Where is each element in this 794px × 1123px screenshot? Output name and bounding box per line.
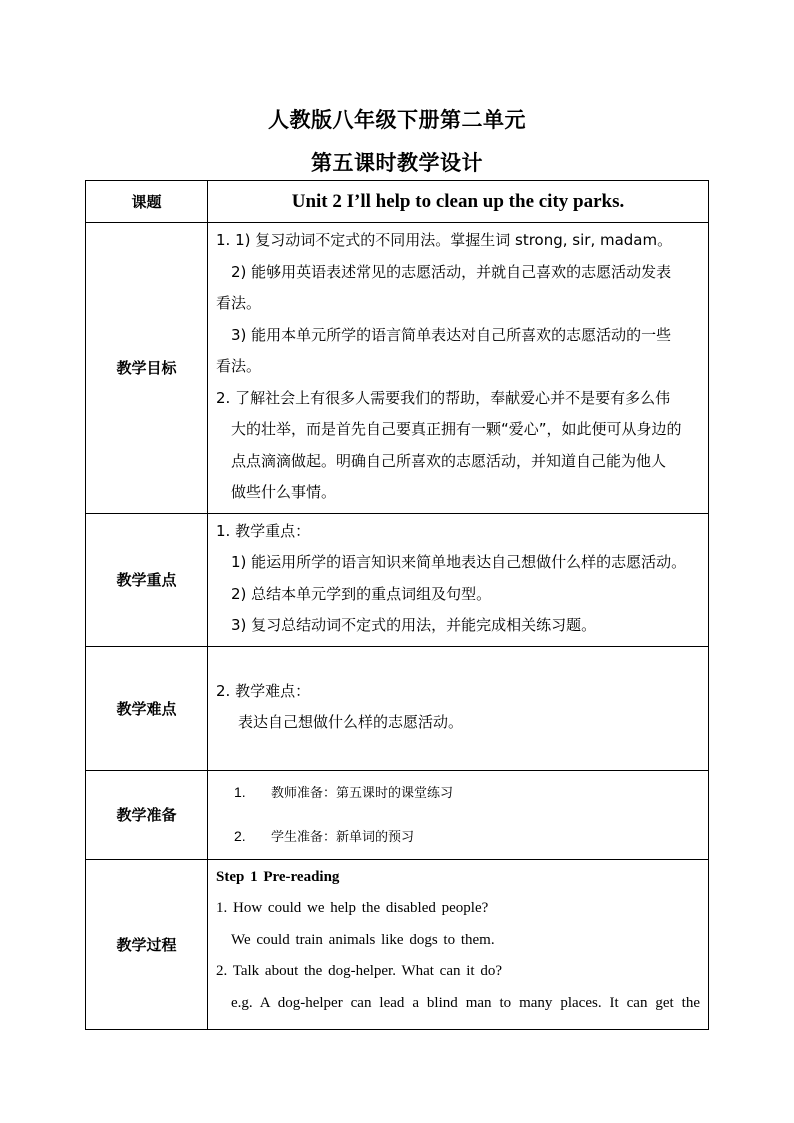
preparation-item-number: 2. xyxy=(234,827,246,844)
objective-line: 看法。 xyxy=(216,357,262,375)
key-point-line: 1) 能运用所学的语言知识来简单地表达自己想做什么样的志愿活动。 xyxy=(231,553,687,571)
objective-line: 做些什么事情。 xyxy=(231,483,337,501)
objectives-content xyxy=(208,223,709,514)
preparation-row xyxy=(86,770,709,859)
difficulties-row xyxy=(86,646,709,770)
preparation-label: 教学准备 xyxy=(86,770,208,859)
objective-line: 2. 了解社会上有很多人需要我们的帮助，奉献爱心并不是要有多么伟 xyxy=(216,388,671,407)
document-title: 人教版八年级下册第二单元 xyxy=(268,108,526,132)
objective-line: 点点滴滴做起。明确自己所喜欢的志愿活动，并知道自己能为他人 xyxy=(231,451,667,470)
key-points-content xyxy=(208,513,709,646)
step-title: Step 1 Pre-reading xyxy=(216,868,340,885)
key-point-line: 2) 总结本单元学到的重点词组及句型。 xyxy=(231,584,492,603)
topic-value: Unit 2 I’ll help to clean up the city parks. xyxy=(208,181,709,223)
preparation-item-text: 教师准备：第五课时的课堂练习 xyxy=(271,785,454,801)
process-label: 教学过程 xyxy=(86,859,208,1029)
document-subtitle: 第五课时教学设计 xyxy=(311,151,483,175)
preparation-item xyxy=(208,771,708,815)
objective-line: 大的壮举，而是首先自己要真正拥有一颗“爱心”，如此便可从身边的 xyxy=(231,420,682,438)
objectives-label: 教学目标 xyxy=(86,223,208,514)
objectives-row xyxy=(86,223,709,514)
key-point-line: 1. 教学重点： xyxy=(216,521,311,540)
process-line: e.g. A dog-helper can lead a blind man to many places. It can get the xyxy=(231,994,700,1011)
process-content xyxy=(208,859,709,1029)
key-points-row xyxy=(86,513,709,646)
key-point-line: 3) 复习总结动词不定式的用法，并能完成相关练习题。 xyxy=(231,616,597,634)
difficulties-content xyxy=(208,646,709,770)
preparation-item xyxy=(208,815,708,859)
difficulties-label: 教学难点 xyxy=(86,646,208,770)
topic-label: 课题 xyxy=(86,181,208,223)
objective-line: 1. 1) 复习动词不定式的不同用法。掌握生词 strong, sir, madam。 xyxy=(216,231,673,249)
preparation-item-text: 学生准备：新单词的预习 xyxy=(271,829,415,845)
objective-line: 看法。 xyxy=(216,294,262,312)
objective-line: 2) 能够用英语表述常见的志愿活动，并就自己喜欢的志愿活动发表 xyxy=(231,262,672,281)
objective-line: 3) 能用本单元所学的语言简单表达对自己所喜欢的志愿活动的一些 xyxy=(231,325,672,344)
process-line: 2. Talk about the dog-helper. What can it do? xyxy=(216,963,502,979)
process-line: We could train animals like dogs to them. xyxy=(231,931,495,948)
lesson-plan-table xyxy=(85,180,709,1030)
process-line: 1. How could we help the disabled people? xyxy=(216,900,489,916)
process-row xyxy=(86,859,709,1029)
preparation-item-number: 1. xyxy=(234,783,246,800)
topic-row xyxy=(86,181,709,223)
difficulty-line: 2. 教学难点： xyxy=(216,681,311,700)
key-points-label: 教学重点 xyxy=(86,513,208,646)
difficulty-line: 表达自己想做什么样的志愿活动。 xyxy=(238,713,464,731)
preparation-content xyxy=(208,770,709,859)
